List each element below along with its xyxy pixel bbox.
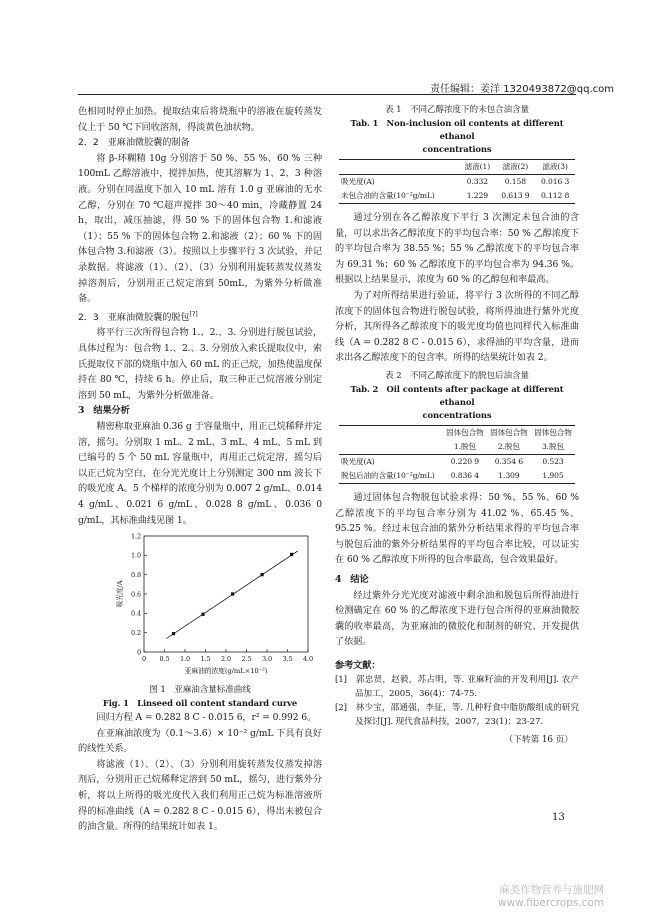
section-heading-3: 3 结果分析 (78, 405, 130, 417)
table-header-cell: 滤液(3) (535, 160, 575, 175)
paragraph: 为了对所得结果进行验证，将平行 3 次所得的不同乙醇浓度下的固体包合物进行脱包试验，将所得油进行紫外光度分析，其所得各乙醇浓度下的吸光度均值也同样代入标准曲线（A = 0.282 8 C - 0.015 6），求得油的平均含量，进而求出各乙醇浓度下的包含率。所得的结果统计如表 2。 (335, 289, 579, 364)
x-tick-label: 3.0 (261, 655, 273, 664)
y-tick-label: 1.2 (130, 532, 141, 541)
table-2-title-cn: 表 2 不同乙醇浓度下的脱包后油含量 (385, 370, 529, 381)
table-cell: 0.016 3 (540, 177, 570, 186)
table-cell: 0.332 (466, 177, 489, 186)
table-header-row (339, 425, 575, 440)
editor-label: 责任编辑：姜洋 (430, 84, 500, 95)
reference-item: [1] 郭忠贤，赵毅，苏占明，等. 亚麻籽油的开发利用[J]. 农产品加工，2005，36(4)：74-75. (335, 675, 579, 700)
x-tick-label: 2.5 (241, 655, 252, 664)
data-point (290, 553, 293, 556)
data-point (260, 573, 263, 576)
y-axis-label: 吸光度/A (116, 580, 124, 608)
y-tick-label: 0.8 (130, 571, 141, 580)
regression-equation: 回归方程 A = 0.282 8 C - 0.015 6，r² = 0.992 6。 (96, 712, 317, 724)
table-header-cell: 固体包合物 (531, 425, 575, 440)
table-cell: 0.158 (504, 177, 526, 186)
table-header-cell: 2.脱包 (487, 440, 531, 455)
figure-caption-en: Fig. 1 Linseed oil content standard curve (102, 698, 298, 709)
table-cell: 1.905 (531, 469, 575, 484)
paragraph: 色相同时停止加热。提取结束后将烧瓶中的溶液在旋转蒸发仪上于 50 ℃下回收溶剂，得淡黄色油状物。 (78, 106, 322, 133)
x-axis-label: 亚麻油的浓度(g/mL×10⁻²) (184, 667, 268, 676)
row-label: 吸光度(A) (341, 177, 375, 186)
citation-mark: [7] (189, 310, 198, 318)
references-heading: 参考文献： (335, 659, 381, 671)
table-corner (339, 160, 459, 175)
paragraph: 将 β-环糊精 10g 分别溶于 50 %、55 %、60 % 三种 100mL 乙醇溶液中，搅拌加热，使其溶解为 1、2、3 种溶液。分别在同温度下加入 10 mL 溶有 1.0 g 亚麻油的无水乙醇，分别在 70 ℃超声搅拌 30～40 min，冷藏静置 24 h，取出，减压抽滤，得 50 % 下的固体包合物 1.和滤液（1）；55 % 下的固体包合物 2.和滤液（2）；60 % 下的固体包合物 3.和滤液（3）。按照以上步骤平行 3 次试验，并记录数据。将滤液（1）、（2）、（3）分别利用旋转蒸发仪蒸发掉溶剂后，分别用正己烷定溶到 50mL，为紫外分析做准备。 (78, 152, 322, 305)
paragraph: 通过固体包合物脱包试验求得：50 %、55 %、60 % 乙醇浓度下的平均包合率分别为 41.02 %、65.45 %、95.25 %。经过未包合油的紫外分析结果求得的平均包合率与脱包后油的紫外分析结果得的平均包合率比较，可以证实在 60 % 乙醇浓度下所得的包合率最高，包合效果最好。 (335, 491, 579, 566)
y-tick-label: 1.0 (130, 551, 141, 560)
table-header-cell: 固体包合物 (443, 425, 487, 440)
editor-contact: 1320493872@qq.com (503, 84, 615, 95)
section-heading-2-3 (78, 307, 322, 326)
section-heading-2-2: 2．2 亚麻油微胶囊的制备 (78, 137, 190, 149)
section-heading-4: 4 结论 (335, 573, 369, 585)
paragraph: 通过分别在各乙醇浓度下平行 3 次测定未包合油的含量，可以求出各乙醇浓度下的平均包合率：50 % 乙醇浓度下的平均包合率为 38.55 %；55 % 乙醇浓度下的平均包合率为 69.31 %；60 % 乙醇浓度下的平均包合率为 94.36 %。根据以上结果显示，浓度为 60 % 的乙醇包和率最高。 (335, 212, 579, 286)
plot-frame (144, 536, 308, 652)
table-cell: 1.309 (487, 469, 531, 484)
watermark-line-2: www.fibercrops.com (498, 897, 605, 909)
y-tick-label: 0 (136, 648, 141, 657)
table-1-title-cn: 表 1 不同乙醇浓度下的未包合油含量 (385, 105, 529, 115)
table-header-row (339, 440, 575, 455)
table-row (339, 175, 575, 190)
x-tick-label: 1.5 (200, 655, 211, 664)
table-cell: 0.613 9 (496, 189, 536, 204)
table-header-cell: 固体包合物 (487, 425, 531, 440)
table-cell: 0.354 6 (494, 456, 524, 466)
page-number: 13 (552, 812, 565, 823)
y-tick-label: 0.6 (130, 590, 141, 599)
x-tick-label: 3.5 (282, 655, 293, 664)
table-1 (339, 159, 575, 204)
row-label: 脱包后油的含量(10⁻²g/mL) (339, 469, 443, 484)
reference-item: [2] 林少宝，邵通强，李征，等. 几种籽食中脂肪酸组成的研究及探讨[J]. 现代食品科技，2007，23(1)：23-27. (335, 703, 579, 728)
table-header-row (339, 160, 575, 175)
x-tick-label: 0 (141, 655, 147, 664)
table-row (339, 189, 575, 204)
table-cell: 0.836 4 (443, 469, 487, 484)
table-1-title-en: Tab. 1 Non-inclusion oil contents at different ethanol (350, 118, 564, 141)
figure-1-chart (78, 528, 322, 684)
watermark (498, 884, 604, 910)
watermark-line-1: 麻类作物营养与施肥网 (499, 884, 605, 896)
figure-caption-cn: 图 1 亚麻油含量标准曲线 (149, 685, 251, 696)
table-cell: 0.523 (542, 456, 564, 466)
table-2 (339, 425, 575, 484)
table-cell: 0.112 8 (535, 189, 575, 204)
table-cell: 1.229 (459, 189, 495, 204)
table-cell: 0.220 9 (450, 456, 480, 466)
table-2-title-en: Tab. 2 Oil contents after package at different ethanol (350, 383, 564, 407)
header-rule (78, 94, 576, 95)
table-row (339, 469, 575, 484)
table-corner (339, 425, 443, 440)
data-point (201, 613, 204, 616)
left-column (78, 104, 322, 835)
paragraph: 精密称取亚麻油 0.36 g 于容量瓶中，用正己烷稀释并定溶，摇匀。分别取 1 mL、2 mL、3 mL、4 mL、5 mL 到已编号的 5 个 50 mL 容量瓶中，再用正己烷定溶，摇匀后以正己烷为空白，在分光光度计上分别测定 300 nm 波长下的吸光度 A。5 个梯样的浓度分别为 0.007 2 g/mL、0.014 4 g/mL、0.021 6 g/mL、0.028 8 g/mL、0.036 0 g/mL，其标准曲线见图 1。 (78, 420, 322, 526)
running-header (430, 80, 614, 95)
row-label: 未包合油的含量(10⁻²g/mL) (339, 189, 459, 204)
table-header-cell: 滤液(1) (459, 160, 495, 175)
table-header-cell: 3.脱包 (531, 440, 575, 455)
right-column (335, 104, 579, 749)
x-tick-label: 0.5 (159, 655, 170, 664)
row-label: 吸光度(A) (341, 456, 375, 466)
x-tick-label: 1.0 (179, 655, 191, 664)
table-2-title-en-2: concentrations (422, 409, 492, 420)
x-tick-label: 2.0 (220, 655, 232, 664)
paragraph: 将滤液（1）、（2）、（3）分别利用旋转蒸发仪蒸发掉溶剂后，分别用正己烷稀释定溶到 50 mL，摇匀，进行紫外分析，将以上所得的吸光度代入我们利用正己烷为标准溶液所得的标准曲线（A = 0.282 8 C - 0.015 6），得出未被包合的油含量。所得的结果统计如表 1。 (78, 758, 322, 833)
table-corner (339, 440, 443, 455)
x-tick-label: 4.0 (302, 655, 314, 664)
continued-note: （下转第 16 页） (504, 735, 573, 746)
section-heading-2-3-text: 2．3 亚麻油微胶囊的脱包 (78, 311, 190, 323)
table-row (339, 454, 575, 469)
y-tick-label: 0.2 (130, 629, 141, 638)
data-point (231, 592, 234, 595)
standard-curve-svg (78, 528, 322, 684)
data-point (172, 632, 175, 635)
table-header-cell: 1.脱包 (443, 440, 487, 455)
paragraph: 经过紫外分光光度对滤液中剩余油和脱包后所得油进行检测确定在 60 % 的乙醇浓度下进行包合所得的亚麻油微胶囊的收率最高，为亚麻油的微胶化和制剂的研究、开发提供了依据。 (335, 589, 579, 648)
paragraph: 将平行三次所得包合物 1.、2.、3. 分别进行脱包试验，具体过程为：包合物 1.、2.、3. 分别放入索氏提取仪中，索氏提取仪下部的烧瓶中加入 60 mL 的正己烷，加热使温度保持在 80 ℃，持续 6 h。停止后，取三种正己烷溶液分别定溶到 50 mL，为紫外分析做准备。 (78, 327, 322, 401)
table-1-title-en-2: concentrations (422, 144, 492, 154)
y-tick-label: 0.4 (130, 609, 141, 618)
table-header-cell: 滤液(2) (496, 160, 536, 175)
paragraph: 在亚麻油浓度为（0.1～3.6）× 10⁻² g/mL 下具有良好的线性关系。 (78, 727, 322, 755)
